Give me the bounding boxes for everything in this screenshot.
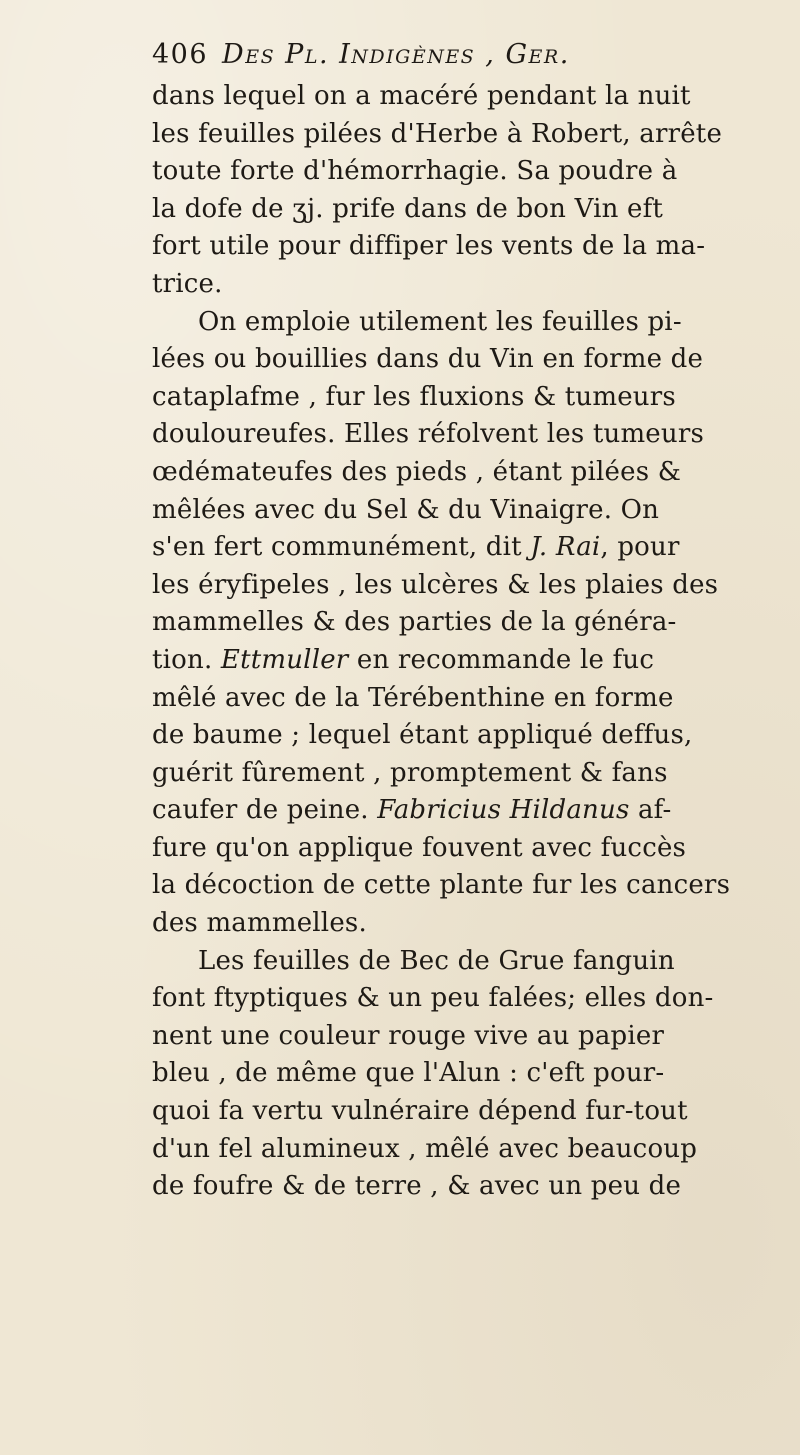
text-line: œdémateufes des pieds , étant pilées &: [152, 456, 682, 487]
text-segment: caufer de peine.: [152, 795, 378, 826]
running-head: [152, 32, 792, 78]
paragraph-1: [152, 78, 792, 304]
text-line: font ftyptiques & un peu falées; elles don-: [152, 983, 714, 1014]
text-segment: s'en fert communément, dit: [152, 532, 531, 563]
text-segment: en recommande le fuc: [348, 644, 655, 675]
text-line: cataplafme , fur les fluxions & tumeurs: [152, 381, 676, 412]
author-name-fabricius: Fabricius Hildanus: [377, 795, 630, 826]
text-line: douloureufes. Elles réfolvent les tumeurs: [152, 419, 705, 450]
text-line: toute forte d'hémorrhagie. Sa poudre à: [152, 156, 678, 187]
text-line: Les feuilles de Bec de Grue fanguin: [198, 945, 675, 976]
text-segment: tion.: [152, 644, 221, 675]
text-segment: , pour: [600, 532, 680, 563]
text-line: quoi fa vertu vulnéraire dépend fur-tout: [152, 1096, 688, 1127]
text-line: On emploie utilement les feuilles pi-: [198, 306, 682, 337]
text-line: [152, 792, 792, 830]
text-line: [152, 642, 792, 680]
paragraph-3: [152, 943, 792, 1206]
text-block: [152, 32, 792, 1206]
text-line: la décoction de cette plante fur les cancers: [152, 870, 731, 901]
text-line: mammelles & des parties de la généra-: [152, 607, 677, 638]
text-line: fort utile pour diffiper les vents de la ma-: [152, 231, 706, 262]
running-title: Des Pl. Indigènes , Ger.: [222, 39, 570, 70]
text-line: guérit fûrement , promptement & fans: [152, 757, 668, 788]
text-segment: af-: [629, 795, 672, 826]
author-name-rai: J. Rai: [530, 532, 601, 563]
page-number: 406: [152, 39, 209, 70]
text-line: les éryfipeles , les ulcères & les plaies des: [152, 569, 719, 600]
text-line: trice.: [152, 268, 223, 299]
text-line: fure qu'on applique fouvent avec fuccès: [152, 832, 687, 863]
text-line: lées ou bouillies dans du Vin en forme de: [152, 344, 704, 375]
text-line: d'un fel alumineux , mêlé avec beaucoup: [152, 1133, 698, 1164]
text-line: nent une couleur rouge vive au papier: [152, 1020, 665, 1051]
text-line: mêlées avec du Sel & du Vinaigre. On: [152, 494, 660, 525]
text-line: des mammelles.: [152, 908, 367, 939]
text-line: dans lequel on a macéré pendant la nuit: [152, 81, 691, 111]
text-line: de foufre & de terre , & avec un peu de: [152, 1171, 682, 1202]
text-line: de baume ; lequel étant appliqué deffus,: [152, 720, 693, 751]
text-line: la dofe de ʒj. prife dans de bon Vin eft: [152, 193, 664, 224]
paragraph-2: [152, 304, 792, 943]
text-line: mêlé avec de la Térébenthine en forme: [152, 682, 674, 713]
text-line: [152, 529, 792, 567]
text-line: bleu , de même que l'Alun : c'eft pour-: [152, 1058, 665, 1089]
author-name-ettmuller: Ettmuller: [220, 644, 349, 675]
text-line: les feuilles pilées d'Herbe à Robert, arrête: [152, 118, 723, 149]
